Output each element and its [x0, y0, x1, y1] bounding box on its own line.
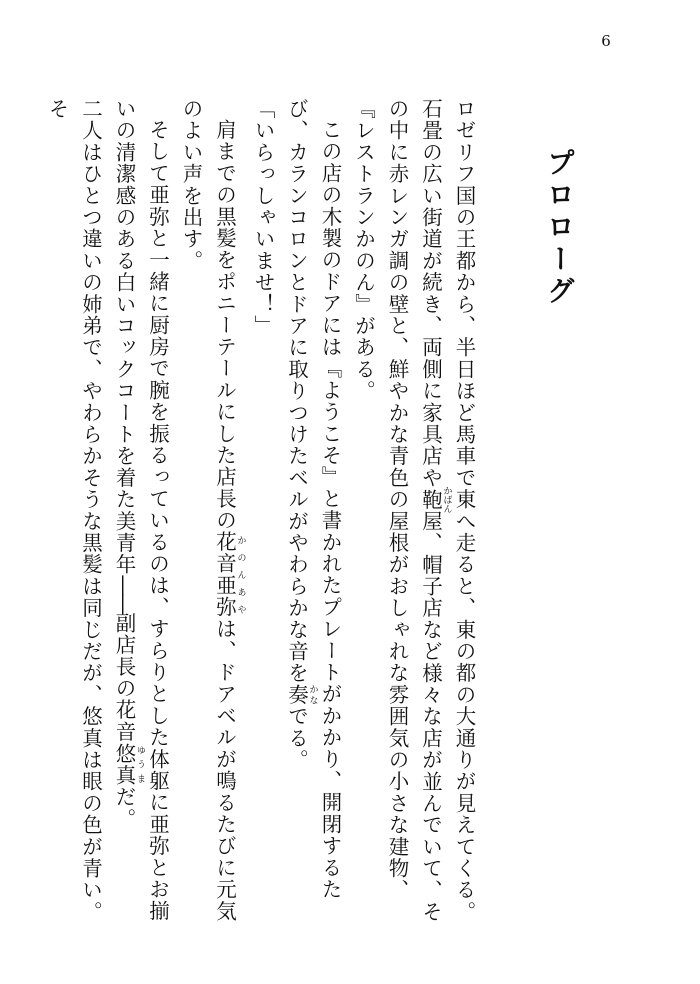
paragraph-1 [346, 98, 480, 928]
page-number: 6 [601, 32, 611, 50]
chapter-title: プロローグ [543, 148, 576, 308]
ruby-kana: 奏 かな [284, 683, 318, 706]
paragraph-1-text-b: 屋、帽子店など様々な店が並んでいて、その中に赤レンガ調の壁と、鮮やかな青色の屋根がおしゃれな雰囲気の小さな建物、『レストランかのん』がある。 [351, 98, 443, 923]
ruby-yuma: 悠真 ゆうま [112, 742, 145, 787]
ruby-kaban: 鞄 かばん [418, 485, 452, 513]
ruby-kanon-aya: 花音亜弥 かのんあや [212, 530, 246, 618]
paragraph-5-text-a: そして亜弥と一緒に厨房で腕を振るっているのは、すらりとした体躯に亜弥とお揃いの清潔感のある白いコックコートを着た美青年 [112, 98, 170, 922]
paragraph-5-text-b: 副店長の花音 [112, 612, 136, 743]
paragraph-3-dialogue [246, 98, 280, 928]
paragraph-6-text: 二人はひとつ違いの姉弟で、やわらかそうな黒髪は同じだが、悠真は眼の色が青い。そ [45, 98, 103, 923]
paragraph-2 [279, 98, 346, 928]
paragraph-5 [107, 98, 174, 928]
em-dash: ―― [112, 575, 136, 613]
body-text [45, 98, 480, 928]
paragraph-5-text-c: だ。 [112, 786, 136, 830]
paragraph-4 [174, 98, 246, 928]
paragraph-2-text-b: でる。 [284, 705, 309, 771]
paragraph-6 [40, 98, 107, 928]
paragraph-1-text-a: ロゼリフ国の王都から、半日ほど馬車で東へ走ると、東の都の大通りが見えてくる。石畳の広い街道が続き、両側に家具店や [418, 98, 476, 923]
paragraph-4-text-a: 肩までの黒髪をポニーテールにした店長の [212, 118, 237, 531]
dialogue-text: 「いらっしゃいませ！」 [251, 98, 275, 337]
paragraph-2-text-a: この店の木製のドアには『ようこそ』と書かれたプレートがかかり、開閉するたび、カランコロンとドアに取りつけたベルがやわらかな音を [284, 98, 342, 900]
paragraph-4-text-b: は、ドアベルが鳴るたびに元気のよい声を出す。 [179, 98, 237, 922]
